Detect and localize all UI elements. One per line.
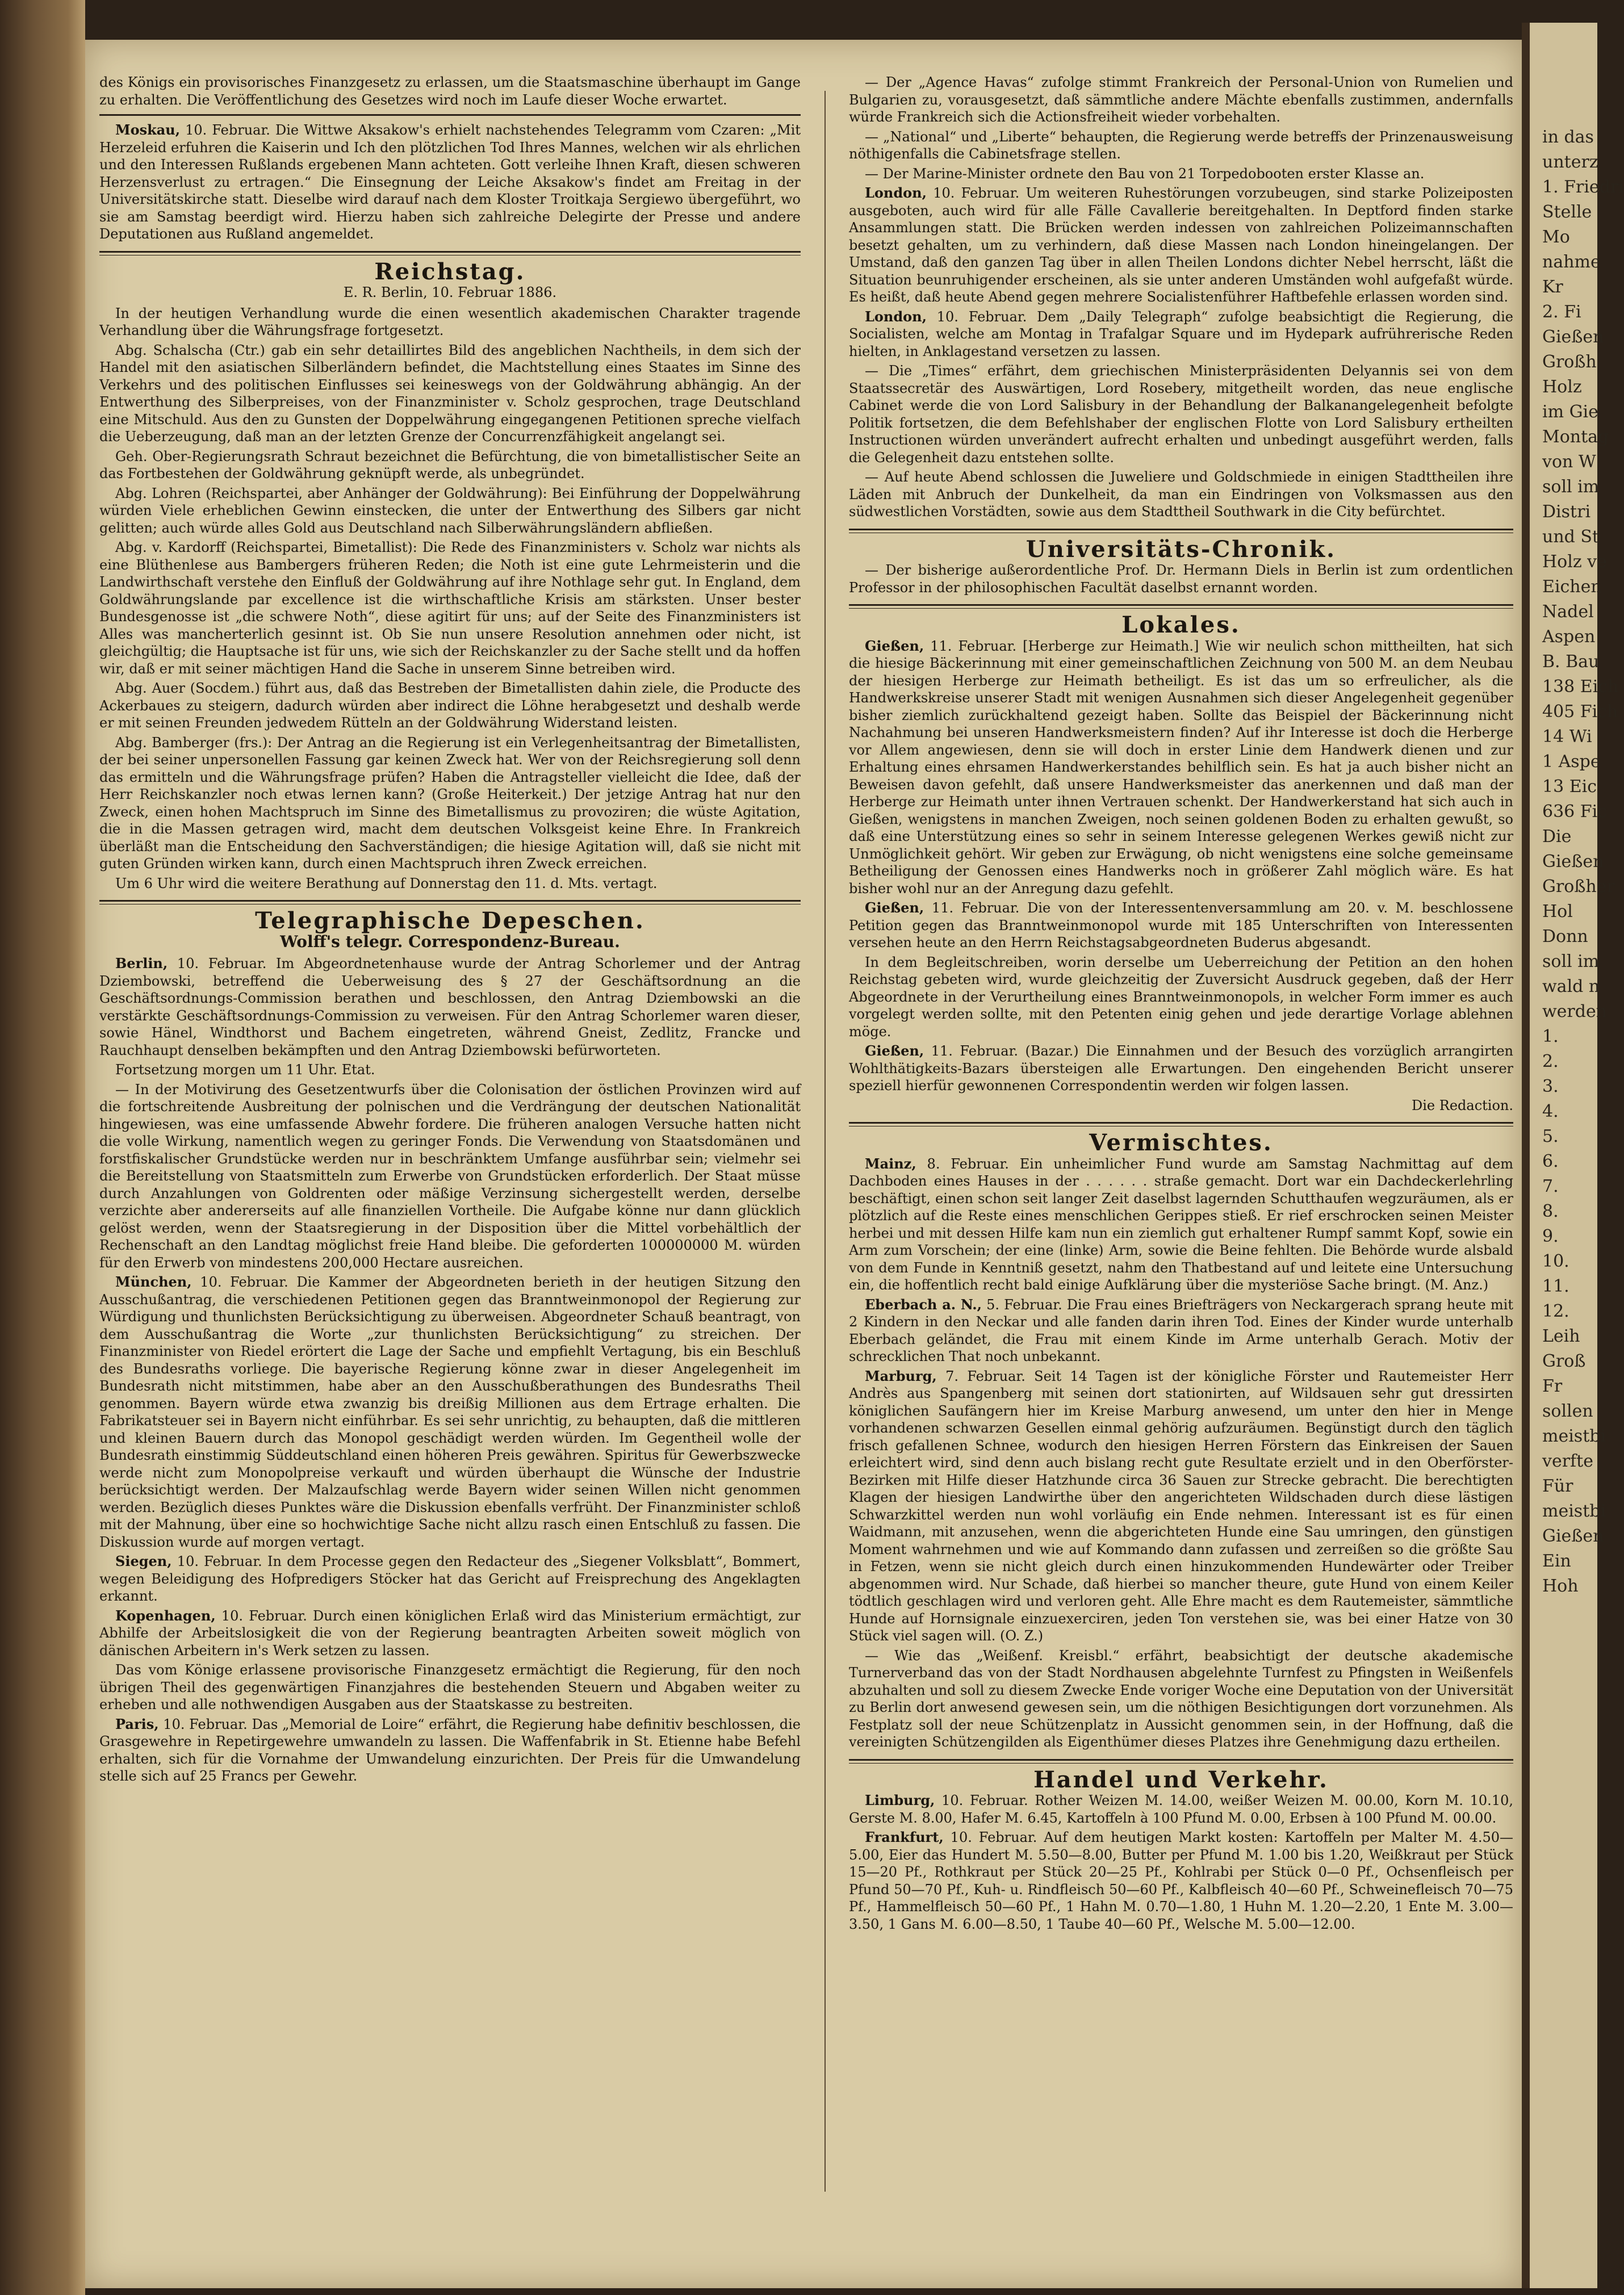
section-rule: [99, 114, 801, 116]
article-text: 10. Februar. Das „Memorial de Loire“ erfährt, die Regierung habe definitiv beschlossen, die Grasgewehre in Repetirgewehre umwandeln zu lassen. Die Waffenfabrik in St. Etienne habe Befehl erhalten, sich für die Vornahme der Umwandelung einzurichten. Der Preis für die Umwandelung stelle sich auf 25 Francs per Gewehr.: [99, 1716, 801, 1784]
adjacent-page-fragment: 2. Fi: [1542, 302, 1581, 322]
adjacent-page-fragment: 2.: [1542, 1052, 1559, 1071]
dateline: Berlin,: [115, 955, 168, 971]
article-text: 10. Februar. Rother Weizen M. 14.00, weißer Weizen M. 00.00, Korn M. 10.10, Gerste M. 8.00, Hafer M. 6.45, Kartoffeln à 100 Pfund M. 0.00, Erbsen à 100 Pfund M. 00.00.: [849, 1793, 1513, 1826]
article-text: 5. Februar. Die Frau eines Briefträgers von Neckargerach sprang heute mit 2 Kindern in den Neckar und alle fanden darin ihren Tod. Eines der Kinder wurde unterhalb Eberbach geländet, die Frau mit einem Kinde im Arme unterhalb Gerach. Motiv der schrecklichen That noch unbekannt.: [849, 1296, 1513, 1364]
lokales-paragraph: [849, 954, 1513, 1041]
article-text: 11. Februar. Die von der Interessentenversammlung am 20. v. M. beschlossene Petition gegen das Branntweinmonopol wurde mit 185 Unterschriften von Interessenten versehen heute an den Herrn Reichstagsabgeordneten Buderus abgesandt.: [849, 900, 1513, 950]
adjacent-page-fragment: 1 Aspe: [1542, 752, 1601, 772]
adjacent-page-fragment: 10.: [1542, 1251, 1569, 1271]
reichstag-paragraph: Um 6 Uhr wird die weitere Berathung auf Donnerstag den 11. d. Mts. vertagt.: [115, 875, 658, 891]
article-text: 7. Februar. Seit 14 Tagen ist der königliche Förster und Rautemeister Herr Andrès aus Spangenberg mit seinen dort stationirten, auf Wildsauen sehr gut dressirten königlichen Saufängern hier im Kreise Marburg anwesend, um unter den hier in Menge vorhandenen schwarzen Gesellen einmal gehörig aufzuräumen. Begünstigt durch den täglich frisch gefallenen Schnee, wodurch den hiesigen Herren Förstern das Einkreisen der Sauen erleichtert wird, sind denn auch bislang recht gute Resultate erzielt und in den Oberförster-Bezirken mit Hilfe dieser Hatzhunde circa 36 Sauen zur Strecke gebracht. Die berechtigten Klagen der hiesigen Landwirthe über den angerichteten Wildschaden durch diese lästigen Schwarzkittel werden nun wohl vorläufig ein Ende nehmen. Interessant ist es für einen Waidmann, mit anzusehen, wenn die abgerichteten Hunde eine Sau umringen, den günstigen Moment wahrnehmen und wie auf Kommando dann zufassen und zerreißen so die größte Sau in Fetzen, wenn sie nicht gleich durch einen hinzukommenden Hundewärter oder Treiber abgenommen wird. Nur Schade, daß hierbei so mancher theure, gute Hund von einem Keiler tödtlich geschlagen wird und verloren geht. Alle Ehre macht es dem Rautemeister, sämmtliche Hunde auf Hornsignale einzuexerciren, jeden Ton verstehen sie, was bei einer Hatze von 30 Stück viel sagen will. (O. Z.): [849, 1368, 1513, 1644]
adjacent-page-fragment: Mo: [1542, 227, 1570, 247]
adjacent-page-fragment: Kr: [1542, 277, 1563, 297]
adjacent-page-fragment: Distri: [1542, 502, 1591, 522]
column-rule: [824, 91, 826, 2192]
dateline: Mainz,: [865, 1155, 916, 1172]
adjacent-page-fragment: Gießen: [1542, 1526, 1604, 1546]
telegraph-heading: Telegraphische Depeschen.: [255, 907, 645, 934]
adjacent-page-fragment: und St: [1542, 527, 1599, 547]
dateline: Paris,: [115, 1715, 159, 1732]
depeschen-list: [99, 955, 801, 1785]
article-text: 11. Februar. [Herberge zur Heimath.] Wie wir neulich schon mittheilten, hat sich die hiesige Bäckerinnung mit einer gemeinschaftlichen Zeichnung von 500 M. an dem Neubau der hiesigen Herberge zur Heimath betheiligt. Es ist das um so erfreulicher, als die Handwerkskreise unserer Stadt mit wenigen Ausnahmen sich dieser Angelegenheit gegenüber bisher ziemlich zurückhaltend gezeigt haben. Sollte das Beispiel der Bäckerinnung nicht Nachahmung bei unseren Handwerksmeistern finden? Auf ihr Interesse ist doch die Herberge vor Allem angewiesen, denn sie will doch in erster Linie dem Handwerk dienen und zur Erhaltung eines ehrsamen Handwerkerstandes behilflich sein. Es hat ja auch bisher nicht an Beweisen davon gefehlt, daß unsere Handwerksmeister das anerkennen und daß man der Herberge zur Heimath unter ihnen Vertrauen schenkt. Der Handwerkerstand hat sich auch in Gießen, wenigstens in manchen Zweigen, noch seinen goldenen Boden zu erhalten gewußt, so daß eine Unterstützung eines so sehr in seinem Interesse gelegenen Werkes gewiß nicht zur Unmöglichkeit gehört. Wir geben zur Erwägung, ob nicht wenigstens eine solche gemeinsame Betheiligung der Genossen eines Handwerks noch in größerer Zahl möglich wäre. Es hat bisher wohl nur an der Anregung dazu gefehlt.: [849, 638, 1513, 897]
adjacent-page-fragment: Ein: [1542, 1551, 1571, 1571]
news-paragraph: — Der Marine-Minister ordnete den Bau von 21 Torpedobooten erster Klasse an.: [865, 165, 1425, 182]
adjacent-page-fragment: 14 Wi: [1542, 727, 1592, 747]
adjacent-page-fragment: meistbi: [1542, 1501, 1606, 1521]
adjacent-page-fragment: Nadel: [1542, 602, 1594, 622]
adjacent-page-fragment: wald n: [1542, 977, 1600, 996]
adjacent-page-fragment: Montag: [1542, 427, 1609, 447]
adjacent-page-fragment: werden: [1542, 1002, 1608, 1021]
depesche-paragraph: [99, 1081, 801, 1272]
adjacent-page-fragment: 7.: [1542, 1176, 1559, 1196]
dateline: Siegen,: [115, 1553, 172, 1569]
adjacent-page-fragment: meistbi: [1542, 1426, 1606, 1446]
right-column: [849, 74, 1513, 1935]
adjacent-page-fragment: soll im: [1542, 477, 1600, 497]
dateline: Limburg,: [865, 1792, 935, 1808]
depesche-paragraph: [99, 1607, 801, 1660]
article-text: Fortsetzung morgen um 11 Uhr. Etat.: [115, 1062, 375, 1078]
adjacent-page-fragment: 12.: [1542, 1301, 1569, 1321]
adjacent-page-fragment: 138 Eich: [1542, 677, 1619, 697]
handel-heading: Handel und Verkehr.: [1033, 1766, 1329, 1793]
adjacent-page-fragment: im Gie: [1542, 402, 1598, 422]
dateline: Marburg,: [865, 1367, 937, 1384]
section-rule: [849, 1759, 1513, 1764]
adjacent-page-fragment: 1.: [1542, 1027, 1559, 1046]
reichstag-paragraph: Geh. Ober-Regierungsrath Schraut bezeichnet die Befürchtung, die von bimetallistischer Seite an das Fortbestehen der Goldwährung geknüpft werde, als unbegründet.: [99, 448, 801, 481]
vermischtes-paragraph: [849, 1647, 1513, 1751]
adjacent-page-fragment: 5.: [1542, 1126, 1559, 1146]
intro-paragraph: des Königs ein provisorisches Finanzgesetz zu erlassen, um die Staatsmaschine überhaupt im Gange zu erhalten. Die Veröffentlichung des Gesetzes wird noch im Laufe dieser Woche erwartet.: [99, 74, 801, 108]
article-text: In dem Begleitschreiben, worin derselbe um Ueberreichung der Petition an den hohen Reichstag gebeten wird, wurde gleichzeitig der Zuversicht Ausdruck gegeben, daß der Herr Abgeordnete in der Verurtheilung eines Branntweinmonopols, in welcher Form immer es auch vorgelegt werden sollte, mit den Petenten einig gehen und jede derartige Vorlage ablehnen möge.: [849, 954, 1513, 1040]
article-text: — Wie das „Weißenf. Kreisbl.“ erfährt, beabsichtigt der deutsche akademische Turnerverband das von der Stadt Nordhausen abgelehnte Turnfest zu Pfingsten in Weißenfels abzuhalten und soll zu diesem Zwecke Ende voriger Woche eine Deputation von der Universität zu Berlin dort anwesend gewesen sein, um die nöthigen Besichtigungen dort vorzunehmen. Als Festplatz soll der neue Schützenplatz in Aussicht genommen sein, in der Hoffnung, daß die vereinigten Schützengilden als Eigenthümer dieses Platzes ihre Genehmigung dazu ertheilen.: [849, 1647, 1513, 1750]
adjacent-page-fragment: Donn: [1542, 927, 1588, 947]
reichstag-paragraph: Abg. v. Kardorff (Reichspartei, Bimetallist): Die Rede des Finanzministers v. Scholz war nichts als eine Blüthenlese aus Bambergers früheren Reden; die Noth ist eine gute Lehrmeisterin und die Landwirthschaft verstehe den Einfluß der Goldwährung auf ihre Nothlage sehr gut. In England, dem Goldwährungslande par excellence ist die wirthschaftliche Krisis am stärksten. Unser bester Bundesgenosse ist „die schwere Noth“, diese agitirt für uns; auf der Seite des Finanzministers ist Alles was mancherterlich gesinnt ist. Ob Sie nun unsere Resolution annehmen oder nicht, ist gleichgültig; die Hauptsache ist für uns, wie sich der Reichskanzler zu der Sache stellt und da hoffen wir, daß er mit seiner mächtigen Hand die Sache in unserem Sinne betreiben wird.: [99, 539, 801, 677]
university-paragraph: — Der bisherige außerordentliche Prof. Dr. Hermann Diels in Berlin ist zum ordentlichen Professor in der philosophischen Facultät daselbst ernannt worden.: [849, 562, 1513, 596]
adjacent-page-fragment: 636 Fic: [1542, 802, 1608, 822]
vermischtes-paragraph: [849, 1296, 1513, 1366]
moskau-paragraph: [99, 122, 801, 243]
article-text: 10. Februar. In dem Processe gegen den Redacteur des „Siegener Volksblatt“, Bommert, wegen Beleidigung des Hofpredigers Stöcker hat das Gericht auf Freisprechung des Angeklagten erkannt.: [99, 1553, 801, 1604]
dateline: Eberbach a. N.,: [865, 1296, 982, 1313]
reichstag-paragraph: Abg. Bamberger (frs.): Der Antrag an die Regierung ist ein Verlegenheitsantrag der Bimetallisten, der bei seiner unpersonellen Fassung gar keinen Zweck hat. Wer von der Reichsregierung soll denn das ermitteln und die Währungsfrage prüfen? Haben die Antragsteller vielleicht die Idee, daß der Herr Reichskanzler noch etwas lernen kann? (Große Heiterkeit.) Der jetzige Antrag hat nur den Zweck, einen hohen Machtspruch im Sinne des Bimetallismus zu provoziren; die wüste Agitation, die in die Massen getragen wird, macht dem deutschen Volksgeist keine Ehre. In Frankreich überläßt man die Entscheidung den Sachverständigen; die hiesige Agitation will, daß sie nicht mit guten Gründen wirken kann, durch einen Machtspruch ihren Zweck erreichen.: [99, 734, 801, 872]
lokales-paragraph: [849, 638, 1513, 898]
adjacent-page-fragment: unterz: [1542, 152, 1598, 172]
foreign-news: [849, 74, 1513, 182]
adjacent-page-fragment: Stelle: [1542, 202, 1592, 222]
reichstag-paragraph: Abg. Auer (Socdem.) führt aus, daß das Bestreben der Bimetallisten dahin ziele, die Producte des Ackerbaues zu steigern, dadurch würden aber indirect die Löhne herabgesetzt und deshalb werde er mit seinen Freunden jedwedem Rütteln an der Goldwährung Widerstand leisten.: [99, 680, 801, 731]
lokales-heading: Lokales.: [1121, 612, 1241, 638]
market-report-paragraph: [849, 1792, 1513, 1827]
adjacent-page-strip: [1522, 23, 1624, 2288]
adjacent-page-fragment: Groß: [1542, 1351, 1586, 1371]
news-paragraph: — Auf heute Abend schlossen die Juweliere und Goldschmiede in einigen Stadttheilen ihre Läden mit Anbruch der Dunkelheit, da man ein Eindringen von Volksmassen aus den südwestlichen Vorstädten, sowie aus dem Stadttheil Southwark in die City befürchtet.: [849, 469, 1513, 520]
dateline: Gießen,: [865, 899, 924, 916]
adjacent-page-fragment: von W: [1542, 452, 1596, 472]
article-text: 10. Februar. Im Abgeordnetenhause wurde der Antrag Schorlemer und der Antrag Dziembowski, betreffend die Ueberweisung des § 27 der Geschäftsordnung an die Geschäftsordnungs-Commission berathen und beschlossen, den Antrag Dziembowski an die verstärkte Geschäftsordnungs-Commission zu verweisen. Für den Antrag Schorlemer waren dieser, sowie Hänel, Windthorst und Bachem eingetreten, während Gneist, Zedlitz, Francke und Rauchhaupt denselben bekämpften und den Antrag Dziembowski befürworteten.: [99, 956, 801, 1058]
reichstag-article: [99, 305, 801, 893]
adjacent-page-fragment: Hoh: [1542, 1576, 1579, 1596]
vermischtes-paragraph: [849, 1155, 1513, 1294]
article-text: 8. Februar. Ein unheimlicher Fund wurde am Samstag Nachmittag auf dem Dachboden eines Hauses in der . . . . . . straße gemacht. Dort war ein Dachdeckerlehrling beschäftigt, einen schon seit langer Zeit daselbst lagernden Schutthaufen wegzuräumen, als er plötzlich auf die Reste eines menschlichen Gerippes stieß. Er rief erschrocken seinen Meister herbei und mit dessen Hilfe kam nun ein ziemlich gut erhaltener Rumpf sammt Kopf, sowie ein Arm zum Vorschein; der eine (linke) Arm, sowie die Beine fehlten. Die Behörde wurde alsbald von dem Funde in Kenntniß gesetzt, nahm den Thatbestand auf und leitete eine Untersuchung ein, die hoffentlich recht bald einige Aufklärung über die mysteriöse Sache bringt. (M. Anz.): [849, 1155, 1513, 1293]
reichstag-heading: Reichstag.: [374, 258, 526, 285]
article-text: 11. Februar. (Bazar.) Die Einnahmen und der Besuch des vorzüglich arrangirten Wohlthätigkeits-Bazars übersteigen alle Erwartungen. Den eingehenden Bericht unserer speziell hierfür gewonnenen Correspondentin werden wir folgen lassen.: [849, 1043, 1513, 1094]
article-text: 10. Februar. Durch einen königlichen Erlaß wird das Ministerium ermächtigt, zur Abhilfe der Arbeitslosigkeit die von der Regierung beantragten Arbeiten soweit möglich von dänischen Arbeitern in's Werk setzen zu lassen.: [99, 1607, 801, 1659]
adjacent-page-fragment: Gießen: [1542, 327, 1604, 347]
adjacent-page-fragment: Großh: [1542, 352, 1597, 372]
adjacent-page-fragment: 9.: [1542, 1226, 1559, 1246]
dateline: London,: [865, 308, 927, 325]
depesche-paragraph: [99, 1716, 801, 1785]
vermischtes-heading: Vermischtes.: [1089, 1129, 1273, 1156]
news-paragraph: — Der „Agence Havas“ zufolge stimmt Frankreich der Personal-Union von Rumelien und Bulgarien zu, vorausgesetzt, daß sämmtliche andere Mächte ebenfalls zustimmen, andernfalls würde Frankreich sich die Actionsfreiheit wieder vorbehalten.: [849, 74, 1513, 125]
adjacent-page-fragment: 8.: [1542, 1201, 1559, 1221]
article-text: Das vom Könige erlassene provisorische Finanzgesetz ermächtigt die Regierung, für den noch übrigen Theil des gegenwärtigen Finanzjahres die bestehenden Steuern und Abgaben weiter zu erheben und alle nothwendigen Ausgaben aus der Staatskasse zu bestreiten.: [99, 1662, 801, 1712]
depesche-paragraph: [99, 1553, 801, 1605]
adjacent-page-text: [1530, 23, 1624, 1599]
adjacent-page-fragment: Holz ve: [1542, 552, 1607, 572]
depesche-paragraph: [99, 1661, 801, 1714]
adjacent-page-fragment: 6.: [1542, 1151, 1559, 1171]
adjacent-page-fragment: Eichen: [1542, 577, 1602, 597]
news-paragraph: — Die „Times“ erfährt, dem griechischen Ministerpräsidenten Delyannis sei von dem Staatssecretär des Auswärtigen, Lord Rosebery, mitgetheilt worden, das neue englische Cabinet werde die von Lord Salisbury in der Behandlung der Balkanangelegenheit befolgte Politik fortsetzen, die dem Befehlshaber der englischen Flotte von Lord Salisbury ertheilten Instructionen würden unverändert aufrecht erhalten und unbedingt ausgeführt werden, falls die Gelegenheit dazu entstehen sollte.: [849, 363, 1513, 466]
university-heading: Universitäts-Chronik.: [1026, 535, 1337, 563]
dateline: Gießen,: [865, 1042, 924, 1059]
telegraph-subheading: Wolff's telegr. Correspondenz-Bureau.: [280, 932, 620, 951]
reichstag-paragraph: In der heutigen Verhandlung wurde die einen wesentlich akademischen Charakter tragende Verhandlung über die Währungsfrage fortgesetzt.: [99, 305, 801, 338]
depesche-paragraph: [99, 1061, 801, 1079]
article-text: 10. Februar. Um weiteren Ruhestörungen vorzubeugen, sind starke Polizeiposten ausgeboten, auch wird für alle Fälle Cavallerie bereitgehalten. In Deptford finden starke Ansammlungen statt. Die Brücken werden indessen von zahlreichen Polizeimannschaften besetzt gehalten, um zu verhindern, daß diese Massen nach London hineingelangen. Der Umstand, daß den ganzen Tag über in allen Theilen Londons dichter Nebel herrscht, läßt die Situation beunruhigender erscheinen, als sie unter anderen Umständen wohl aufgefaßt würde. Es heißt, daß heute Abend gegen mehrere Socialistenführer Haftbefehle erlassen worden sind.: [849, 185, 1513, 305]
adjacent-page-fragment: Die: [1542, 827, 1572, 847]
article-text: 10. Februar. Dem „Daily Telegraph“ zufolge beabsichtigt die Regierung, die Socialisten, welche am Montag in Trafalgar Square und im Hydepark aufrührerische Reden hielten, in Anklagestand versetzen zu lassen.: [849, 308, 1513, 359]
adjacent-page-fragment: verfte: [1542, 1451, 1593, 1471]
reichstag-paragraph: Abg. Schalscha (Ctr.) gab ein sehr detaillirtes Bild des angeblichen Nachtheils, in dem sich der Handel mit den asiatischen Silberländern befindet, die Machtstellung eines Staates im Sinne des Verkehrs und des politischen Einflusses sei keineswegs von der Goldwährung abhängig. An der Entwerthung des Silberpreises, von der Finanzminister v. Scholz gesprochen, trage Deutschland eine Mitschuld. Aus den zu Gunsten der Doppelwährung eingegangenen Petitionen spreche vielfach die Ueberzeugung, daß man an der letzten Grenze der Concurrenzfähigkeit angelangt sei.: [99, 342, 801, 445]
dateline: Frankfurt,: [865, 1829, 944, 1845]
depesche-paragraph: [99, 955, 801, 1059]
section-rule: [849, 604, 1513, 609]
adjacent-page-fragment: 3.: [1542, 1077, 1559, 1096]
adjacent-page-fragment: Fr: [1542, 1376, 1563, 1396]
adjacent-page-fragment: B. Bau: [1542, 652, 1600, 672]
adjacent-page-fragment: sollen: [1542, 1401, 1593, 1421]
adjacent-page-fragment: 11.: [1542, 1276, 1569, 1296]
article-text: — In der Motivirung des Gesetzentwurfs über die Colonisation der östlichen Provinzen wird auf die fortschreitende Ausbreitung der polnischen und die Verdrängung der deutschen Nationalität hingewiesen, was eine umfassende Abwehr fordere. Die früheren analogen Versuche hatten nicht die volle Wirkung, namentlich wegen zu geringer Fonds. Die Verwendung von Staatsdomänen und forstfiskalischer Grundstücke werden nur in beschränktem Umfange ausführbar sein; vielmehr sei die Bereitstellung von Staatsmitteln zum Erwerbe von Grundstücken erforderlich. Der Staat müsse durch Anzahlungen von Goldrenten oder mäßige Verzinsung sichergestellt werden, derselbe verzichte aber andererseits auf alle finanziellen Vortheile. Die Aufgabe könne nur dann glücklich gelöst werden, wenn der Staatsregierung in der Disposition über die Mittel vorbehältlich der Rechenschaft an den Landtag möglichst freie Hand bleibe. Die geforderten 100000000 M. würden für den Erwerb von mindestens 200,000 Hectare ausreichen.: [99, 1081, 801, 1271]
article-text: 10. Februar. Die Wittwe Aksakow's erhielt nachstehendes Telegramm vom Czaren: „Mit Herzeleid erfuhren die Kaiserin und Ich den plötzlichen Tod Ihres Mannes, welchen wir als ehrlichen und den Interessen Rußlands ergebenen Mann achteten. Gott verleihe Ihnen Kraft, diesen schweren Herzensverlust zu ertragen.“ Die Einsegnung der Leiche Aksakow's findet am Freitag in der Universitätskirche statt. Dieselbe wird darauf nach dem Kloster Troitkaja Sergiewo übergeführt, wo sie am Samstag beerdigt wird. Hierzu haben sich zahlreiche Delegirte der Presse und andere Deputationen aus Rußland angemeldet.: [99, 122, 801, 242]
adjacent-page-fragment: Leih: [1542, 1326, 1580, 1346]
adjacent-page-fragment: Hol: [1542, 902, 1573, 922]
adjacent-page-fragment: 4.: [1542, 1102, 1559, 1121]
news-paragraph: — „National“ und „Liberte“ behaupten, die Regierung werde betreffs der Prinzenausweisung nöthigenfalls die Cabinetsfrage stellen.: [849, 128, 1513, 162]
vermischtes-paragraph: [849, 1368, 1513, 1645]
dateline: Kopenhagen,: [115, 1607, 216, 1624]
adjacent-page-fragment: 1. Friedri: [1542, 177, 1624, 197]
lokales-paragraph: [849, 1042, 1513, 1095]
adjacent-page-fragment: Für: [1542, 1476, 1573, 1496]
market-report-paragraph: [849, 1829, 1513, 1933]
section-rule: [849, 1122, 1513, 1126]
adjacent-page-fragment: 405 Fich: [1542, 702, 1618, 722]
adjacent-page-fragment: Aspen: [1542, 627, 1596, 647]
reichstag-byline: E. R. Berlin, 10. Februar 1886.: [343, 284, 557, 300]
adjacent-page-fragment: Gießen: [1542, 852, 1604, 872]
section-rule: [99, 251, 801, 256]
adjacent-page-fragment: soll im: [1542, 952, 1600, 971]
dateline: Gießen,: [865, 637, 924, 654]
foreign-news-2: [849, 362, 1513, 521]
dateline: London,: [865, 185, 927, 201]
redaction-signature: Die Redaction.: [1412, 1097, 1513, 1113]
adjacent-page-fragment: Holz: [1542, 377, 1582, 397]
london-paragraph: [849, 185, 1513, 306]
section-rule: [99, 900, 801, 904]
article-text: 10. Februar. Auf dem heutigen Markt kosten: Kartoffeln per Malter M. 4.50—5.00, Eier das Hundert M. 5.50—8.00, Butter per Pfund M. 1.00 bis 1.20, Weißkraut per Stück 15—20 Pf., Rothkraut per Stück 20—25 Pf., Kohlrabi per Stück 0—0 Pf., Ochsenfleisch per Pfund 50—70 Pf., Kuh- u. Rindfleisch 50—60 Pf., Kalbfleisch 40—60 Pf., Schweinefleisch 70—75 Pf., Hammelfleisch 50—60 Pf., 1 Hahn M. 0.70—1.80, 1 Huhn M. 1.20—2.20, 1 Ente M. 3.00—3.50, 1 Gans M. 6.00—8.50, 1 Taube 40—60 Pf., Welsche M. 5.00—12.00.: [849, 1829, 1513, 1932]
london-paragraph: [849, 308, 1513, 361]
lokales-paragraph: [849, 899, 1513, 952]
adjacent-page-fragment: Großher: [1542, 877, 1615, 897]
article-text: 10. Februar. Die Kammer der Abgeordneten berieth in der heutigen Sitzung den Ausschußantrag, die verschiedenen Petitionen gegen das Branntweinmonopol der Regierung zur Würdigung und thunlichsten Berücksichtigung zu überweisen. Abgeordneter Schauß beantragt, von dem Ausschußantrag die Worte „zur thunlichsten Berücksichtigung“ zu streichen. Der Finanzminister von Riedel erörtert die Lage der Sache und empfiehlt Vertagung, bis ein Beschluß des Bundesraths vorliege. Die bayerische Regierung könne zwar in dieser Angelegenheit im Bundesrath nicht mitstimmen, habe aber an den Ausschußberathungen des Bundesraths Theil genommen. Bayern würde etwa zwanzig bis dreißig Millionen aus dem Ertrage erhalten. Die Fabrikatsteuer sei in Bayern nicht einführbar. Es sei sehr unrichtig, zu behaupten, daß die mittleren und kleinen Bauern durch das Monopol geschädigt werden würden. Im Gegentheil wolle der Bundesrath einstimmig Süddeutschland einen höheren Preis gewähren. Spiritus für Gewerbszwecke werde nicht zum Monopolpreise verkauft und würden überhaupt die Wünsche der Industrie berücksichtigt werden. Der Malzaufschlag werde Bayern wider seinen Willen nicht genommen werden. Bezüglich dieses Punktes wäre die Diskussion ebenfalls verfrüht. Der Finanzminister schloß mit der Mahnung, über eine so hochwichtige Sache nicht allzu rasch einen Entschluß zu fassen. Die Diskussion wurde auf morgen vertagt.: [99, 1274, 801, 1550]
book-binding-edge: [0, 0, 85, 2295]
section-rule: [849, 529, 1513, 533]
adjacent-page-fragment: nahme: [1542, 252, 1601, 272]
left-column: [99, 74, 801, 1787]
lokales-list: [849, 638, 1513, 1095]
depesche-paragraph: [99, 1274, 801, 1551]
handel-list: [849, 1792, 1513, 1933]
adjacent-page-fragment: in das: [1542, 127, 1594, 147]
dateline: Moskau,: [115, 122, 181, 138]
vermischtes-list: [849, 1155, 1513, 1751]
dateline: München,: [115, 1274, 192, 1290]
adjacent-page-fragment: 13 Eic: [1542, 777, 1597, 797]
reichstag-paragraph: Abg. Lohren (Reichspartei, aber Anhänger der Goldwährung): Bei Einführung der Doppelwährung würden Viele erheblichen Gewinn einstecken, die unter der Entwerthung des Silbers gar nicht gelitten; auch würde alles Gold aus Deutschland nach Silberwährungsländern abfließen.: [99, 485, 801, 536]
